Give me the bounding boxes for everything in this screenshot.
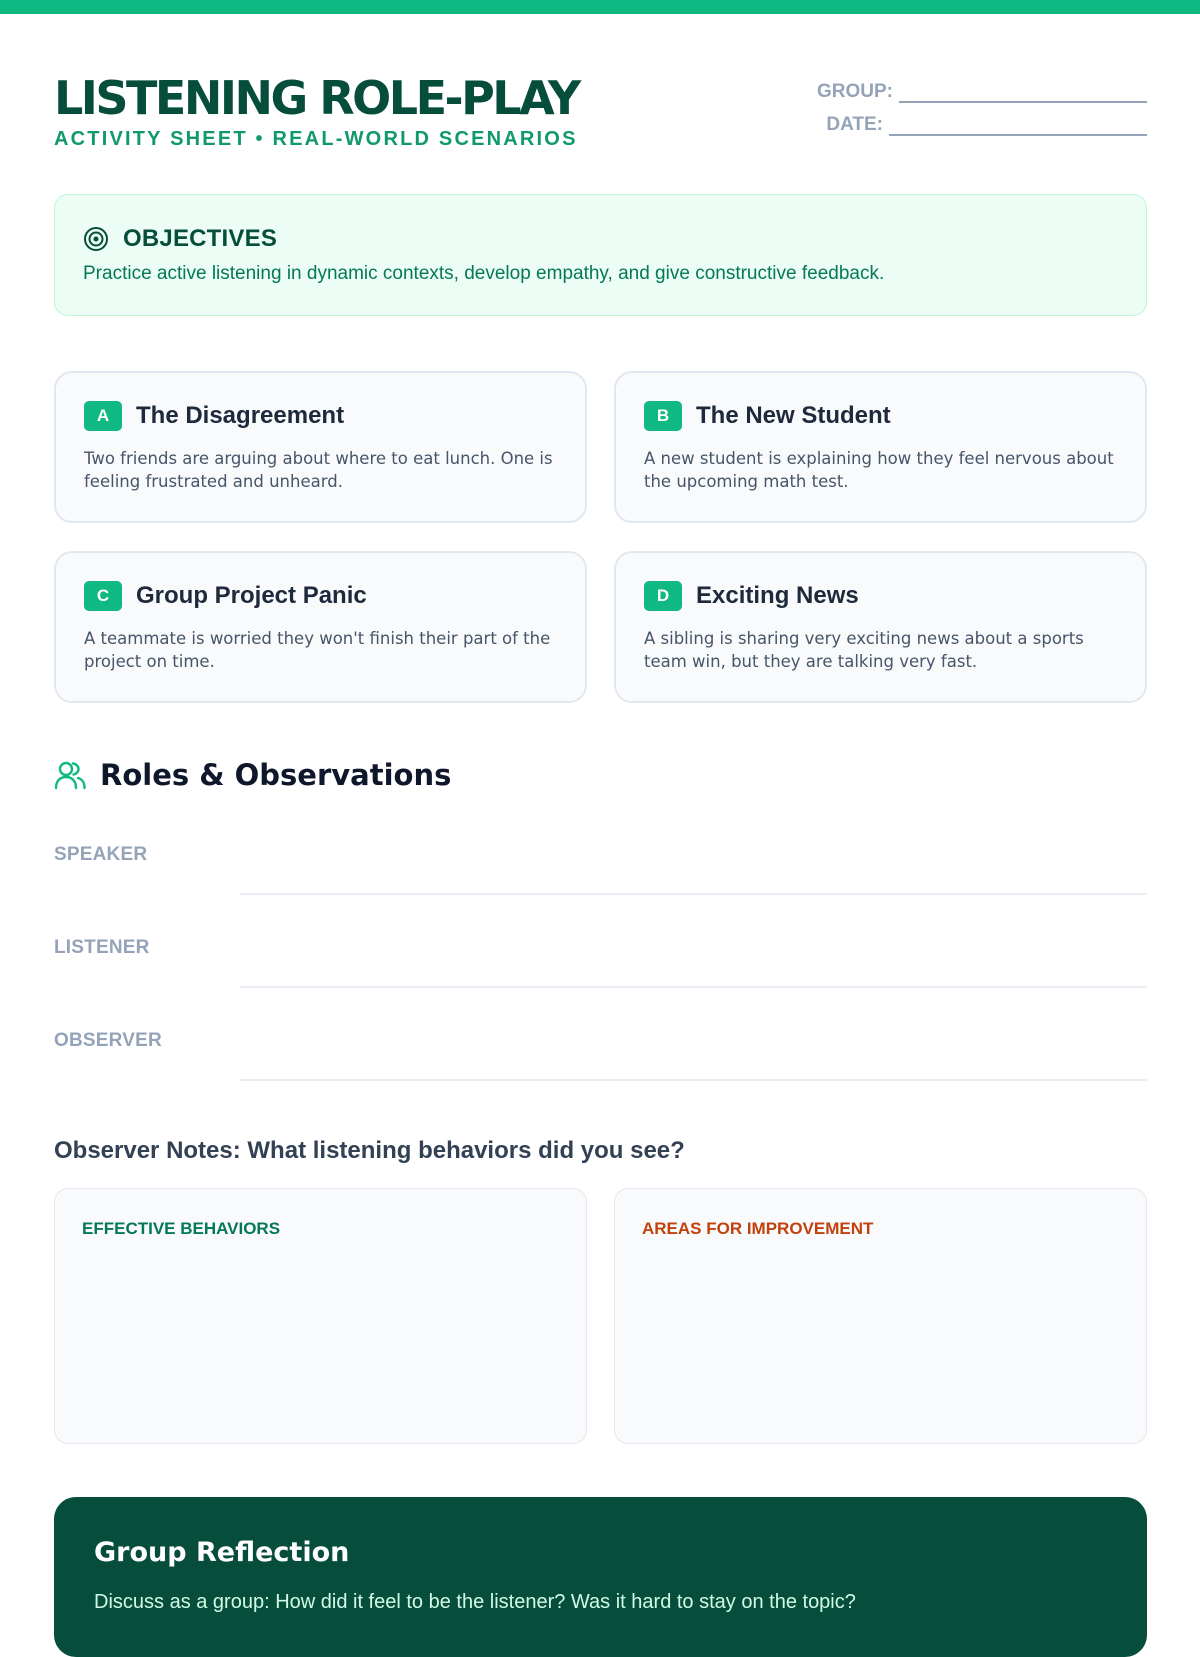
group-field[interactable] <box>787 70 1147 103</box>
scenario-description: A sibling is sharing very exciting news about a sports team win, but they are talking very fast. <box>644 629 1084 671</box>
scenario-badge: D <box>644 581 682 611</box>
date-input-line[interactable] <box>889 116 1147 136</box>
reflection-text: Discuss as a group: How did it feel to be the listener? Was it hard to stay on the topic? <box>94 1591 856 1613</box>
observer-notes-title: Observer Notes: What listening behaviors did you see? <box>54 1137 685 1164</box>
scenario-card-head <box>644 401 891 431</box>
reflection-title: Group Reflection <box>94 1537 350 1568</box>
page-header <box>54 70 1147 160</box>
role-label-observer: OBSERVER <box>54 1030 162 1051</box>
scenario-badge: A <box>84 401 122 431</box>
scenario-title: The Disagreement <box>136 402 345 429</box>
role-line-listener[interactable] <box>240 986 1147 988</box>
role-line-observer[interactable] <box>240 1079 1147 1081</box>
scenario-description: Two friends are arguing about where to eat lunch. One is feeling frustrated and unheard. <box>84 449 553 491</box>
scenario-card-a <box>54 371 587 523</box>
scenario-card-head <box>84 401 344 431</box>
effective-behaviors-label: EFFECTIVE BEHAVIORS <box>82 1219 281 1238</box>
top-accent-bar <box>0 0 1200 14</box>
date-label: DATE: <box>826 114 883 135</box>
objectives-title: OBJECTIVES <box>123 225 278 252</box>
scenario-card-c <box>54 551 587 703</box>
areas-for-improvement-box[interactable] <box>614 1188 1147 1444</box>
group-reflection-panel <box>54 1497 1147 1657</box>
date-field[interactable] <box>787 103 1147 136</box>
group-label: GROUP: <box>817 81 893 102</box>
scenario-card-head <box>84 581 367 611</box>
objectives-heading <box>83 225 277 253</box>
effective-behaviors-box[interactable] <box>54 1188 587 1444</box>
scenario-badge: B <box>644 401 682 431</box>
scenario-card-head <box>644 581 859 611</box>
objectives-text: Practice active listening in dynamic contexts, develop empathy, and give constructive feedback. <box>83 263 885 284</box>
scenario-badge: C <box>84 581 122 611</box>
areas-for-improvement-label: AREAS FOR IMPROVEMENT <box>642 1219 874 1238</box>
role-label-speaker: SPEAKER <box>54 844 148 865</box>
page-title: LISTENING ROLE-PLAY <box>54 71 579 125</box>
role-label-listener: LISTENER <box>54 937 150 958</box>
role-line-speaker[interactable] <box>240 893 1147 895</box>
scenario-card-d <box>614 551 1147 703</box>
target-icon <box>83 226 109 252</box>
roles-heading <box>54 758 451 792</box>
scenario-description: A teammate is worried they won't finish their part of the project on time. <box>84 629 551 671</box>
scenario-card-b <box>614 371 1147 523</box>
scenario-title: Exciting News <box>696 582 859 609</box>
objectives-panel <box>54 194 1147 316</box>
group-input-line[interactable] <box>899 83 1147 103</box>
scenario-title: The New Student <box>696 402 891 429</box>
users-icon <box>54 759 86 791</box>
meta-fields <box>787 70 1147 136</box>
scenario-description: A new student is explaining how they feel nervous about the upcoming math test. <box>644 449 1114 491</box>
page-subtitle: ACTIVITY SHEET • REAL-WORLD SCENARIOS <box>54 128 578 150</box>
roles-title: Roles & Observations <box>100 758 452 792</box>
scenario-title: Group Project Panic <box>136 582 367 609</box>
